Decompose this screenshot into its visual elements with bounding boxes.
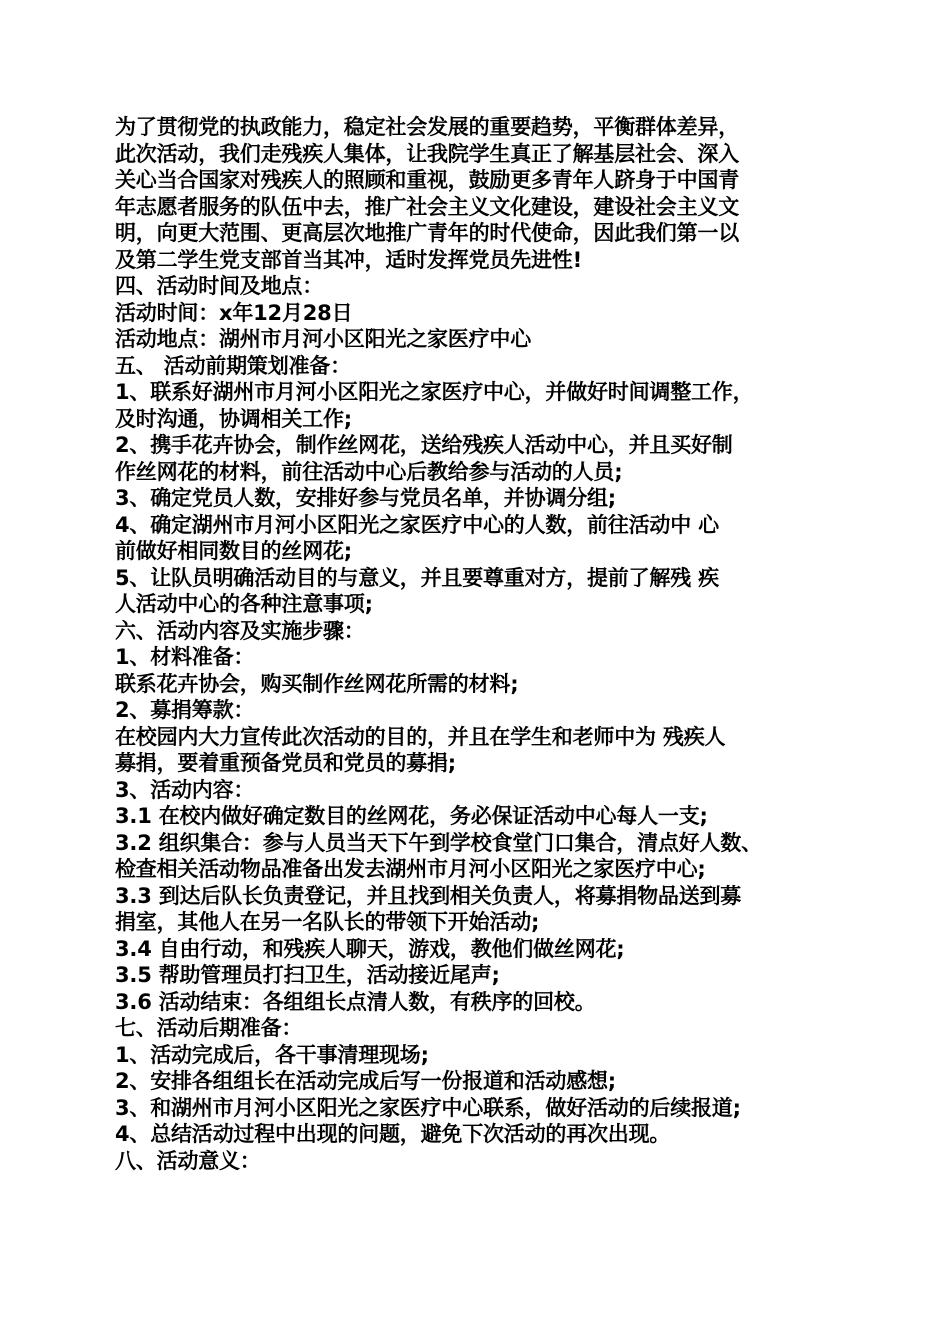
paragraph-line: 明，向更大范围、更高层次地推广青年的时代使命，因此我们第一以 xyxy=(115,221,739,245)
list-item-line: 3.3 到达后队长负责登记，并且找到相关负责人，将募捐物品送到募 xyxy=(115,883,742,908)
section-heading: 七、活动后期准备： xyxy=(115,1016,303,1040)
paragraph-line: 为了贯彻党的执政能力，稳定社会发展的重要趋势，平衡群体差异， xyxy=(115,115,739,139)
paragraph-line: 及第二学生党支部首当其冲，适时发挥党员先进性! xyxy=(115,247,582,272)
paragraph-line: 年志愿者服务的队伍中去，推广社会主义文化建设，建设社会主义文 xyxy=(115,194,739,219)
list-item-line: 人活动中心的各种注意事项; xyxy=(115,592,373,616)
list-item-line: 及时沟通，协调相关工作; xyxy=(115,406,352,431)
document-body xyxy=(115,114,840,1174)
paragraph-line: 募捐，要着重预备党员和党员的募捐; xyxy=(115,751,456,775)
list-item-line: 3.2 组织集合：参与人员当天下午到学校食堂门口集合，清点好人数、 xyxy=(115,830,762,855)
list-item-line: 2、携手花卉协会，制作丝网花，送给残疾人活动中心，并且买好制 xyxy=(115,433,733,457)
list-item-line: 3.5 帮助管理员打扫卫生，活动接近尾声; xyxy=(115,963,500,987)
list-item-line: 1、联系好湖州市月河小区阳光之家医疗中心，并做好时间调整工作， xyxy=(115,380,754,404)
list-item-line: 3.6 活动结束：各组组长点清人数，有秩序的回校。 xyxy=(115,989,596,1014)
list-item-line: 5、让队员明确活动目的与意义，并且要尊重对方，提前了解残 疾 xyxy=(115,565,719,590)
list-item-line: 3.4 自由行动，和残疾人聊天，游戏，教他们做丝网花; xyxy=(115,936,625,961)
list-item-line: 作丝网花的材料，前往活动中心后教给参与活动的人员; xyxy=(115,459,623,484)
activity-location: 活动地点：湖州市月河小区阳光之家医疗中心 xyxy=(115,327,531,351)
activity-time: 活动时间：x年12月28日 xyxy=(115,300,353,325)
list-item-line: 捐室，其他人在另一名队长的带领下开始活动; xyxy=(115,910,540,934)
list-item-line: 4、总结活动过程中出现的问题，避免下次活动的再次出现。 xyxy=(115,1122,671,1146)
list-item-line: 前做好相同数目的丝网花; xyxy=(115,539,352,563)
list-item-line: 2、安排各组组长在活动完成后写一份报道和活动感想; xyxy=(115,1069,617,1093)
section-heading: 八、活动意义： xyxy=(115,1148,261,1173)
list-item-line: 3.1 在校内做好确定数目的丝网花，务必保证活动中心每人一支; xyxy=(115,804,708,828)
subsection-heading: 3、活动内容： xyxy=(115,777,255,802)
list-item-line: 检查相关活动物品准备出发去湖州市月河小区阳光之家医疗中心; xyxy=(115,857,706,881)
list-item-line: 3、和湖州市月河小区阳光之家医疗中心联系，做好活动的后续报道; xyxy=(115,1095,741,1120)
subsection-heading: 2、募捐筹款： xyxy=(115,698,255,722)
subsection-heading: 1、材料准备： xyxy=(115,645,255,669)
paragraph-line: 在校园内大力宣传此次活动的目的，并且在学生和老师中为 残疾人 xyxy=(115,724,726,749)
list-item-line: 4、确定湖州市月河小区阳光之家医疗中心的人数，前往活动中 心 xyxy=(115,512,719,537)
list-item-line: 1、活动完成后，各干事清理现场; xyxy=(115,1042,429,1067)
list-item-line: 3、确定党员人数，安排好参与党员名单，并协调分组; xyxy=(115,486,617,510)
section-heading: 六、活动内容及实施步骤： xyxy=(115,618,365,643)
section-heading: 四、活动时间及地点： xyxy=(115,274,323,298)
paragraph-line: 此次活动，我们走残疾人集体，让我院学生真正了解基层社会、深入 xyxy=(115,141,739,166)
paragraph-line: 关心当合国家对残疾人的照顾和重视，鼓励更多青年人跻身于中国青 xyxy=(115,168,739,192)
section-heading: 五、 活动前期策划准备： xyxy=(115,353,351,378)
paragraph-line: 联系花卉协会，购买制作丝网花所需的材料; xyxy=(115,671,519,696)
